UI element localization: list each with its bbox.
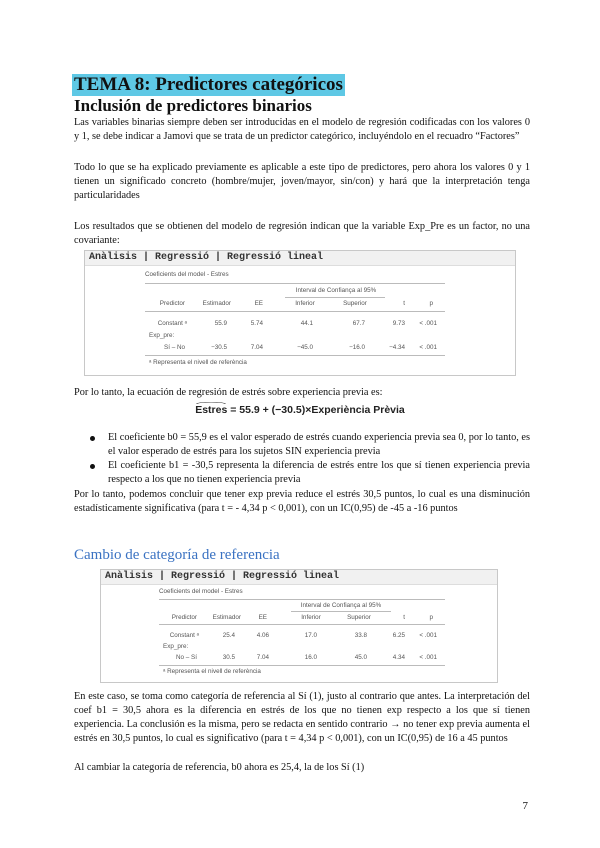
table-cell: < .001 (419, 632, 437, 639)
paragraph-results: Los resultados que se obtienen del modelo de regresión indican que la variable Exp_Pre es un factor, no una covariante: (74, 221, 530, 246)
section-heading-reference-change: Cambio de categoría de referencia (74, 547, 280, 563)
column-header: p (429, 300, 433, 307)
table-cell: Exp_pre: (163, 643, 189, 650)
table-cell: −4.34 (389, 344, 405, 351)
table-cell: 17.0 (304, 632, 317, 639)
equation-rhs: = 55.9 + (−30.5)×Experiència Prèvia (227, 404, 405, 416)
regression-equation (0, 404, 600, 416)
column-header: Superior (343, 300, 367, 307)
column-header: EE (254, 300, 263, 307)
table-cell: Constant ᵃ (169, 632, 199, 639)
results-breadcrumb: Anàlisis | Regressió | Regressió lineal (101, 570, 497, 585)
table-cell: 5.74 (250, 320, 263, 327)
table-cell: 25.4 (222, 632, 235, 639)
table-title: Coeficients del model - Estres (159, 588, 243, 595)
table-cell: 7.04 (256, 654, 269, 661)
table-cell: 30.5 (222, 654, 235, 661)
column-header: Predictor (171, 614, 197, 621)
table-cell: 4.34 (392, 654, 405, 661)
column-header: Inferior (301, 614, 321, 621)
bullet-text: El coeficiente b0 = 55,9 es el valor esperado de estrés cuando experiencia previa sea 0, por lo tanto, es el valor esperado de estrés para los sujetos SIN experiencia previa (108, 432, 530, 457)
column-header: Superior (347, 614, 371, 621)
list-item (74, 431, 530, 459)
column-header: t (403, 614, 405, 621)
paragraph-intro: Las variables binarias siempre deben ser introducidas en el modelo de regresión codificadas con los valores 0 y 1, se debe indicar a Jamovi que se trata de un predictor categórico, incluyéndolo en el recuadro “Factores” (74, 117, 530, 142)
paragraph-reference-interpretation: En este caso, se toma como categoría de referencia al Sí (1), justo al contrario que antes. La interpretación del coef b1 = 30,5 ahora es la diferencia en estrés de los que no tienen exp respecto a los que sí tienen experiencia. La conclusión es la misma, pero se redacta en sentido contrario → no tener exp previa aumenta el estrés en 30,5 puntos, lo cual es significativo (para t = 4,34 p < 0,001), con un IC(0,95) de 16 a 45 puntos (74, 691, 530, 744)
paragraph-equation-intro: Por lo tanto, la ecuación de regresión de estrés sobre experiencia previa es: (74, 387, 383, 398)
ci-header: Interval de Confiança al 95% (295, 287, 377, 294)
table-cell: −45.0 (297, 344, 313, 351)
table-cell: No – Sí (176, 654, 197, 661)
jamovi-results-panel-1 (84, 250, 516, 376)
table-cell: 67.7 (352, 320, 365, 327)
column-header: Predictor (159, 300, 185, 307)
column-header: Inferior (295, 300, 315, 307)
bullet-icon (90, 436, 95, 441)
equation-lhs: Estres (195, 404, 228, 416)
table-title: Coeficients del model - Estres (145, 271, 229, 278)
table-cell: 55.9 (214, 320, 227, 327)
table-cell: < .001 (419, 320, 437, 327)
coefficients-table-1 (145, 269, 445, 369)
page-title: TEMA 8: Predictores categóricos (74, 74, 343, 95)
table-cell: −30.5 (211, 344, 227, 351)
table-cell: 16.0 (304, 654, 317, 661)
table-cell: 9.73 (392, 320, 405, 327)
table-cell: < .001 (419, 344, 437, 351)
ci-header: Interval de Confiança al 95% (300, 602, 382, 609)
table-footnote: ᵃ Representa el nivell de referència (163, 668, 261, 675)
bullet-text: El coeficiente b1 = -30,5 representa la diferencia de estrés entre los que sí tienen experiencia previa respecto a los que no tienen experiencia previa (108, 460, 530, 485)
results-breadcrumb: Anàlisis | Regressió | Regressió lineal (85, 251, 515, 266)
column-header: Estimador (212, 614, 241, 621)
interpretation-bullets (74, 431, 530, 487)
table-cell: Sí – No (164, 344, 185, 351)
list-item (74, 459, 530, 487)
section-heading-binary-predictors: Inclusión de predictores binarios (74, 96, 312, 115)
table-cell: < .001 (419, 654, 437, 661)
paragraph-b0-note: Al cambiar la categoría de referencia, b0 ahora es 25,4, la de los Sí (1) (74, 762, 365, 773)
paragraph-conclusion: Por lo tanto, podemos concluir que tener exp previa reduce el estrés 30,5 puntos, lo cual es una disminución estadísticamente significativa (para t = - 4,34 p < 0,001), con un IC(0,95) de -45 a -16 puntos (74, 489, 530, 514)
jamovi-results-panel-2 (100, 569, 498, 683)
page-number: 7 (522, 800, 528, 812)
column-header: Estimador (202, 300, 231, 307)
column-header: EE (258, 614, 267, 621)
coefficients-table-2 (159, 586, 445, 678)
table-cell: 7.04 (250, 344, 263, 351)
paragraph-applicable: Todo lo que se ha explicado previamente es aplicable a este tipo de predictores, pero ahora los valores 0 y 1 tienen un significado concreto (hombre/mujer, joven/mayor, sin/con) y hará que la interpretación tenga particularidades (74, 162, 530, 201)
table-cell: 4.06 (256, 632, 269, 639)
table-footnote: ᵃ Representa el nivell de referència (149, 359, 247, 366)
table-cell: 45.0 (354, 654, 367, 661)
table-cell: 44.1 (300, 320, 313, 327)
table-cell: 33.8 (354, 632, 367, 639)
table-cell: Constant ᵃ (157, 320, 187, 327)
table-cell: Exp_pre: (149, 332, 175, 339)
bullet-icon (90, 464, 95, 469)
column-header: t (403, 300, 405, 307)
table-cell: −16.0 (349, 344, 365, 351)
column-header: p (429, 614, 433, 621)
table-cell: 6.25 (392, 632, 405, 639)
